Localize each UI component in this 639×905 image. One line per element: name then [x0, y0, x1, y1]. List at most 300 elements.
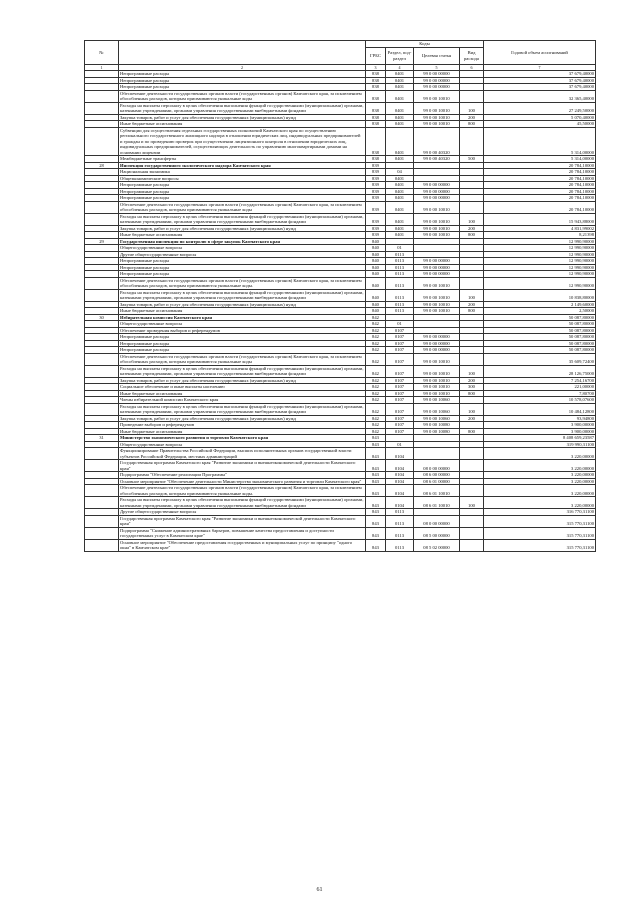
grbs-code: 839 [366, 188, 386, 195]
section-code: 0107 [386, 390, 414, 397]
target-item-code: 99 0 00 10060 [414, 415, 460, 422]
annual-amount: 32 365,40000 [484, 90, 596, 102]
table-row [85, 448, 596, 460]
expense-name: Непрограммные расходы [119, 334, 366, 341]
section-code: 0107 [386, 377, 414, 384]
grbs-code: 839 [366, 169, 386, 176]
expense-name: Государственная программа Камчатского края "Развитие экономики и внешнеэкономической деятельности Камчатского края" [119, 515, 366, 527]
annual-amount: 4 831,99002 [484, 225, 596, 232]
section-code: 0107 [386, 347, 414, 354]
annual-amount: 5 314,00000 [484, 156, 596, 163]
target-item-code: 99 0 00 10010 [414, 308, 460, 315]
grbs-code: 839 [366, 182, 386, 189]
target-item-code: 08 6 01 00000 [414, 478, 460, 485]
expense-type-code: 100 [460, 497, 484, 509]
grbs-code: 838 [366, 71, 386, 78]
section-code: 0401 [386, 201, 414, 213]
grbs-code: 843 [366, 527, 386, 539]
grbs-code: 838 [366, 84, 386, 91]
target-item-code: 08 5 00 00000 [414, 527, 460, 539]
target-item-code: 99 0 00 10010 [414, 121, 460, 128]
section-code: 01 [386, 441, 414, 448]
budget-table [84, 40, 596, 552]
section-code: 0107 [386, 397, 414, 404]
table-row [85, 539, 596, 551]
target-item-code: 99 0 00 10010 [414, 353, 460, 365]
table-row [85, 403, 596, 415]
section-code: 0104 [386, 472, 414, 479]
grbs-code: 843 [366, 460, 386, 472]
section-code: 0401 [386, 225, 414, 232]
expense-name: Общегосударственные вопросы [119, 245, 366, 252]
grbs-code: 842 [366, 314, 386, 321]
section-code: 0107 [386, 428, 414, 435]
expense-name: Иные бюджетные ассигнования [119, 428, 366, 435]
target-item-code: 99 0 00 40320 [414, 127, 460, 156]
section-code: 0401 [386, 102, 414, 114]
expense-type-code [460, 485, 484, 497]
annual-amount: 2,50000 [484, 308, 596, 315]
target-item-code: 99 0 00 10010 [414, 301, 460, 308]
expense-name: Непрограммные расходы [119, 195, 366, 202]
annual-amount: 50 087,80000 [484, 340, 596, 347]
annual-amount: 12 990,90000 [484, 271, 596, 278]
grbs-code: 842 [366, 403, 386, 415]
annual-amount: 5 070,40000 [484, 114, 596, 121]
grbs-code: 842 [366, 384, 386, 391]
expense-name: Общеэкономические вопросы [119, 175, 366, 182]
expense-type-code [460, 515, 484, 527]
row-number [85, 90, 119, 102]
expense-name: Государственная инспекция по контролю в сфере закупок Камчатского края [119, 238, 366, 245]
annual-amount: 319 990,31100 [484, 441, 596, 448]
index-cell: 6 [460, 64, 484, 71]
row-number: 31 [85, 435, 119, 442]
target-item-code: 99 0 00 00000 [414, 182, 460, 189]
grbs-code: 839 [366, 195, 386, 202]
grbs-code: 840 [366, 289, 386, 301]
annual-amount: 37 679,40000 [484, 71, 596, 78]
row-number [85, 497, 119, 509]
annual-amount: 315 770,31100 [484, 539, 596, 551]
expense-name: Иные бюджетные ассигнования [119, 121, 366, 128]
target-item-code: 99 0 00 10010 [414, 114, 460, 121]
expense-name: Закупка товаров, работ и услуг для обеспечения государственных (муниципальных) нужд [119, 415, 366, 422]
annual-amount: 3 900,00000 [484, 422, 596, 429]
grbs-code: 840 [366, 245, 386, 252]
section-code: 0401 [386, 114, 414, 121]
section-code: 0401 [386, 121, 414, 128]
target-item-code: 99 0 00 10010 [414, 90, 460, 102]
section-code: 0104 [386, 460, 414, 472]
section-code: 0113 [386, 301, 414, 308]
table-row [85, 277, 596, 289]
table-row [85, 365, 596, 377]
expense-name: Непрограммные расходы [119, 71, 366, 78]
section-code: 01 [386, 245, 414, 252]
annual-amount: 5 314,00000 [484, 127, 596, 156]
expense-name: Инспекция государственного экологического надзора Камчатского края [119, 162, 366, 169]
grbs-code: 838 [366, 127, 386, 156]
expense-type-code [460, 527, 484, 539]
expense-name: Избирательная комиссия Камчатского края [119, 314, 366, 321]
target-item-code: 99 0 00 40320 [414, 156, 460, 163]
annual-amount: 50 087,80000 [484, 327, 596, 334]
expense-name: Расходы на выплаты персоналу в целях обеспечения выполнения функций государственными (муниципальными) органами, казенными учреждениями, органами управления государственными внебюджетными фондами [119, 365, 366, 377]
index-cell: 2 [119, 64, 366, 71]
grbs-code: 838 [366, 156, 386, 163]
section-code: 0107 [386, 340, 414, 347]
grbs-code: 839 [366, 201, 386, 213]
row-number [85, 353, 119, 365]
grbs-code: 838 [366, 102, 386, 114]
expense-type-code: 800 [460, 232, 484, 239]
annual-amount: 12 990,90000 [484, 238, 596, 245]
target-item-code: 08 6 01 10010 [414, 485, 460, 497]
annual-amount: 45,50000 [484, 121, 596, 128]
target-item-code: 99 0 00 10010 [414, 384, 460, 391]
row-number [85, 448, 119, 460]
expense-name: Расходы на выплаты персоналу в целях обеспечения выполнения функций государственными (муниципальными) органами, казенными учреждениями, органами управления государственными внебюджетными фондами [119, 497, 366, 509]
expense-name: Государственная программа Камчатского края "Развитие экономики и внешнеэкономической деятельности Камчатского края" [119, 460, 366, 472]
annual-amount: 37 679,40000 [484, 77, 596, 84]
expense-name: Подпрограмма "Снижение административных барьеров, повышение качества предоставления и доступности государственных услуг в Камчатском крае" [119, 527, 366, 539]
annual-amount: 93,94800 [484, 415, 596, 422]
target-item-code: 99 0 00 10010 [414, 277, 460, 289]
section-code: 0113 [386, 308, 414, 315]
section-code: 04 [386, 169, 414, 176]
grbs-code: 842 [366, 334, 386, 341]
annual-amount: 37 679,40000 [484, 84, 596, 91]
expense-name: Закупка товаров, работ и услуг для обеспечения государственных (муниципальных) нужд [119, 301, 366, 308]
target-item-code: 08 0 00 00000 [414, 460, 460, 472]
target-item-code [414, 448, 460, 460]
annual-amount: 50 087,80000 [484, 347, 596, 354]
section-code: 0113 [386, 515, 414, 527]
expense-name: Министерство экономического развития и торговли Камчатского края [119, 435, 366, 442]
row-number [85, 365, 119, 377]
col-header-name [119, 41, 366, 65]
section-code: 0401 [386, 71, 414, 78]
target-item-code: 08 6 01 10010 [414, 497, 460, 509]
target-item-code: 99 0 00 00000 [414, 195, 460, 202]
row-number [85, 127, 119, 156]
index-cell: 4 [386, 64, 414, 71]
annual-amount: 20 784,10000 [484, 201, 596, 213]
grbs-code: 839 [366, 213, 386, 225]
grbs-code: 840 [366, 258, 386, 265]
section-code: 0401 [386, 195, 414, 202]
grbs-code: 843 [366, 478, 386, 485]
expense-name: Закупка товаров, работ и услуг для обеспечения государственных (муниципальных) нужд [119, 114, 366, 121]
grbs-code: 843 [366, 539, 386, 551]
grbs-code: 838 [366, 114, 386, 121]
section-code: 0113 [386, 277, 414, 289]
expense-type-code: 800 [460, 390, 484, 397]
annual-amount: 12 990,90000 [484, 251, 596, 258]
col-header-num: № [85, 41, 119, 65]
target-item-code: 99 0 00 00000 [414, 264, 460, 271]
row-number [85, 485, 119, 497]
expense-name: Основное мероприятие "Обеспечение деятельности Министерства экономического развития и торговли Камчатского края" [119, 478, 366, 485]
expense-type-code: 100 [460, 213, 484, 225]
target-item-code: 99 0 00 10060 [414, 403, 460, 415]
target-item-code: 99 0 00 10010 [414, 390, 460, 397]
annual-amount: 221,00000 [484, 384, 596, 391]
annual-amount: 12 990,90000 [484, 277, 596, 289]
expense-type-code [460, 448, 484, 460]
row-number [85, 460, 119, 472]
grbs-code: 840 [366, 271, 386, 278]
annual-amount: 7 254,16700 [484, 377, 596, 384]
expense-name: Обеспечение проведения выборов и референдумов [119, 327, 366, 334]
table-row [85, 213, 596, 225]
grbs-code: 838 [366, 90, 386, 102]
grbs-code: 840 [366, 277, 386, 289]
target-item-code: 99 0 00 00000 [414, 271, 460, 278]
target-item-code: 99 0 00 10010 [414, 201, 460, 213]
expense-name: Функционирование Правительства Российской Федерации, высших исполнительных органов государственной власти субъектов Российской Федерации, местных администраций [119, 448, 366, 460]
grbs-code: 842 [366, 428, 386, 435]
grbs-code: 842 [366, 377, 386, 384]
annual-amount: 50 087,80000 [484, 314, 596, 321]
annual-amount: 3 220,00000 [484, 485, 596, 497]
expense-name: Иные бюджетные ассигнования [119, 232, 366, 239]
row-number [85, 213, 119, 225]
table-row [85, 515, 596, 527]
section-code: 0401 [386, 232, 414, 239]
expense-name: Общегосударственные вопросы [119, 441, 366, 448]
section-code: 0107 [386, 415, 414, 422]
expense-name: Обеспечение деятельности государственных органов власти (государственных органов) Камчатского края, за исключением обособленных расходов, которым присваиваются уникальные коды [119, 353, 366, 365]
expense-type-code: 100 [460, 365, 484, 377]
grbs-code: 842 [366, 321, 386, 328]
expense-name: Общегосударственные вопросы [119, 321, 366, 328]
section-code: 0113 [386, 509, 414, 516]
expense-type-code [460, 90, 484, 102]
grbs-code: 840 [366, 251, 386, 258]
table-row [85, 460, 596, 472]
expense-type-code [460, 539, 484, 551]
grbs-code: 842 [366, 390, 386, 397]
section-code: 0401 [386, 188, 414, 195]
expense-type-code [460, 353, 484, 365]
table-row [85, 90, 596, 102]
expense-name: Непрограммные расходы [119, 347, 366, 354]
grbs-code: 842 [366, 422, 386, 429]
grbs-code: 838 [366, 77, 386, 84]
expense-name: Непрограммные расходы [119, 258, 366, 265]
table-row [85, 102, 596, 114]
annual-amount: 20 784,10000 [484, 162, 596, 169]
grbs-code: 843 [366, 472, 386, 479]
expense-type-code: 100 [460, 403, 484, 415]
expense-name: Межбюджетные трансферты [119, 156, 366, 163]
table-row [85, 527, 596, 539]
annual-amount: 20 784,10000 [484, 175, 596, 182]
expense-name: Расходы на выплаты персоналу в целях обеспечения выполнения функций государственными (муниципальными) органами, казенными учреждениями, органами управления государственными внебюджетными фондами [119, 289, 366, 301]
expense-name: Закупка товаров, работ и услуг для обеспечения государственных (муниципальных) нужд [119, 225, 366, 232]
target-item-code: 99 0 00 00000 [414, 84, 460, 91]
expense-name: Иные бюджетные ассигнования [119, 308, 366, 315]
target-item-code: 08 5 02 00000 [414, 539, 460, 551]
section-code: 0104 [386, 497, 414, 509]
section-code: 0107 [386, 327, 414, 334]
row-number [85, 539, 119, 551]
annual-amount: 20 784,10000 [484, 195, 596, 202]
annual-amount: 8,21398 [484, 232, 596, 239]
row-number [85, 515, 119, 527]
annual-amount: 12 990,90000 [484, 264, 596, 271]
target-item-code: 99 0 00 00000 [414, 258, 460, 265]
grbs-code: 838 [366, 121, 386, 128]
target-item-code: 99 0 00 10010 [414, 213, 460, 225]
expense-name: Члены избирательной комиссии Камчатского края [119, 397, 366, 404]
annual-amount: 2 149,60000 [484, 301, 596, 308]
row-number [85, 527, 119, 539]
index-cell: 7 [484, 64, 596, 71]
target-item-code: 99 0 00 00000 [414, 340, 460, 347]
col-header-amount: Годовой объем ассигнований [484, 41, 596, 65]
row-number: 28 [85, 162, 119, 169]
page-number: 61 [316, 887, 323, 893]
target-item-code: 99 0 00 00000 [414, 334, 460, 341]
target-item-code: 99 0 00 10010 [414, 102, 460, 114]
expense-name: Обеспечение деятельности государственных органов власти (государственных органов) Камчатского края, за исключением обособленных расходов, которым присваиваются уникальные коды [119, 90, 366, 102]
target-item-code: 99 0 00 00000 [414, 347, 460, 354]
annual-amount: 8 408 659,23587 [484, 435, 596, 442]
annual-amount: 3 220,00000 [484, 497, 596, 509]
annual-amount: 315 770,31100 [484, 527, 596, 539]
grbs-code: 842 [366, 327, 386, 334]
annual-amount: 7,80700 [484, 390, 596, 397]
section-code: 0113 [386, 527, 414, 539]
section-code: 0401 [386, 84, 414, 91]
annual-amount: 10 578,07600 [484, 397, 596, 404]
section-code: 0401 [386, 77, 414, 84]
expense-name: Непрограммные расходы [119, 264, 366, 271]
section-code: 0104 [386, 478, 414, 485]
grbs-code: 840 [366, 301, 386, 308]
target-item-code: 99 0 00 00000 [414, 71, 460, 78]
target-item-code: 99 0 00 10010 [414, 365, 460, 377]
header-row-top [85, 41, 596, 48]
row-number: 29 [85, 238, 119, 245]
expense-type-code [460, 201, 484, 213]
expense-name: Основное мероприятие "Обеспечение предоставления государственных и муниципальных услуг по принципу "одного окна" в Камчатском крае" [119, 539, 366, 551]
grbs-code: 840 [366, 238, 386, 245]
annual-amount: 20 784,10000 [484, 169, 596, 176]
table-row [85, 497, 596, 509]
annual-amount: 50 087,80000 [484, 321, 596, 328]
target-item-code: 08 6 00 00000 [414, 472, 460, 479]
table-row [85, 201, 596, 213]
budget-rows [85, 71, 596, 552]
expense-name: Социальное обеспечение и иные выплаты населению [119, 384, 366, 391]
section-code: 0107 [386, 422, 414, 429]
expense-type-code: 200 [460, 377, 484, 384]
annual-amount: 28 126,75000 [484, 365, 596, 377]
expense-name: Непрограммные расходы [119, 188, 366, 195]
expense-name: Другие общегосударственные вопросы [119, 251, 366, 258]
annual-amount: 3 220,00000 [484, 448, 596, 460]
expense-name: Субвенции для осуществления отдельных государственных полномочий Камчатского края по осуществлению регионального государственного жилищного надзора в отношении юридических лиц, индивидуальных предпринимателей и граждан и по проведению проверок при осуществлении лицензионного контроля в отношении юридических лиц, индивидуальных предпринимателей, осуществляющих деятельность по управлению многоквартирными домами на основании лицензии [119, 127, 366, 156]
grbs-code: 842 [366, 415, 386, 422]
annual-amount: 20 784,10000 [484, 188, 596, 195]
col-header-codes: Коды [366, 41, 484, 48]
expense-type-code: 800 [460, 428, 484, 435]
col-header-tselevaya: Целевая статья [414, 47, 460, 64]
section-code: 0401 [386, 213, 414, 225]
expense-name: Иные бюджетные ассигнования [119, 390, 366, 397]
section-code: 0113 [386, 539, 414, 551]
grbs-code: 839 [366, 225, 386, 232]
section-code: 0107 [386, 365, 414, 377]
expense-name: Закупка товаров, работ и услуг для обеспечения государственных (муниципальных) нужд [119, 377, 366, 384]
grbs-code: 839 [366, 175, 386, 182]
row-number [85, 289, 119, 301]
table-row [85, 127, 596, 156]
col-header-razdel: Раздел, под-раздел [386, 47, 414, 64]
expense-name: Расходы на выплаты персоналу в целях обеспечения выполнения функций государственными (муниципальными) органами, казенными учреждениями, органами управления государственными внебюджетными фондами [119, 102, 366, 114]
annual-amount: 12 990,90000 [484, 258, 596, 265]
section-code: 0104 [386, 485, 414, 497]
expense-name: Другие общегосударственные вопросы [119, 509, 366, 516]
target-item-code: 99 0 00 00000 [414, 188, 460, 195]
table-row [85, 289, 596, 301]
expense-name: Расходы на выплаты персоналу в целях обеспечения выполнения функций государственными (муниципальными) органами, казенными учреждениями, органами управления государственными внебюджетными фондами [119, 213, 366, 225]
budget-sheet [84, 40, 595, 552]
row-number: 30 [85, 314, 119, 321]
section-code: 0107 [386, 334, 414, 341]
expense-type-code [460, 277, 484, 289]
grbs-code: 843 [366, 497, 386, 509]
target-item-code: 99 0 00 10010 [414, 289, 460, 301]
col-header-grbs: ГРБС [366, 47, 386, 64]
grbs-code: 840 [366, 308, 386, 315]
row-number [85, 102, 119, 114]
section-code: 0107 [386, 403, 414, 415]
target-item-code: 99 0 00 10010 [414, 225, 460, 232]
section-code: 0107 [386, 384, 414, 391]
target-item-code: 99 0 00 10080 [414, 422, 460, 429]
table-row [85, 485, 596, 497]
expense-type-code: 200 [460, 114, 484, 121]
expense-name: Непрограммные расходы [119, 340, 366, 347]
expense-type-code [460, 460, 484, 472]
table-row [85, 353, 596, 365]
section-code: 0401 [386, 182, 414, 189]
target-item-code: 99 0 00 10060 [414, 397, 460, 404]
annual-amount: 10 838,80000 [484, 289, 596, 301]
grbs-code: 842 [366, 365, 386, 377]
annual-amount: 15 943,88000 [484, 213, 596, 225]
col-header-vid: Вид расхода [460, 47, 484, 64]
annual-amount: 50 087,80000 [484, 334, 596, 341]
expense-type-code [460, 127, 484, 156]
annual-amount: 3 900,00000 [484, 428, 596, 435]
expense-type-code: 200 [460, 225, 484, 232]
section-code: 0401 [386, 90, 414, 102]
annual-amount: 20 784,10000 [484, 182, 596, 189]
expense-type-code: 100 [460, 289, 484, 301]
annual-amount: 316 770,31100 [484, 509, 596, 516]
expense-name: Непрограммные расходы [119, 182, 366, 189]
section-code: 0113 [386, 289, 414, 301]
index-cell: 3 [366, 64, 386, 71]
grbs-code: 842 [366, 340, 386, 347]
row-number [85, 403, 119, 415]
